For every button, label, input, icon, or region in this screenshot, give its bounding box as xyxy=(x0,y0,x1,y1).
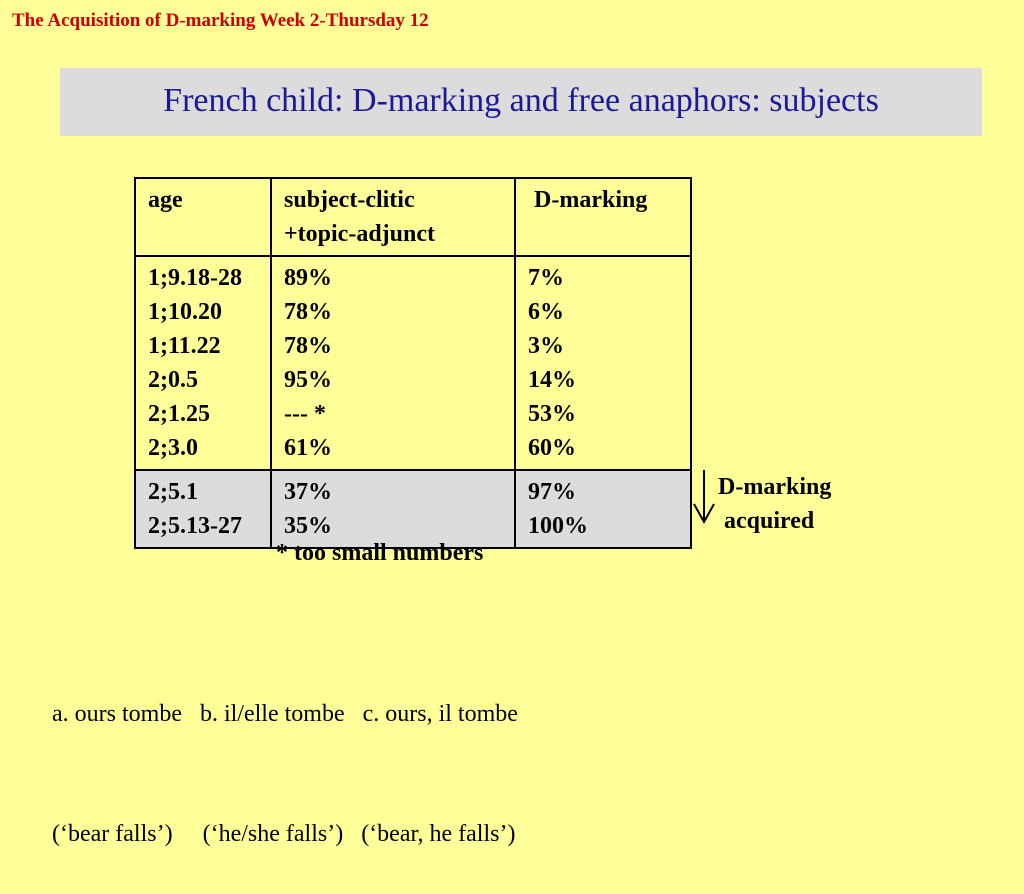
dmarking-value: 7% xyxy=(528,265,564,291)
age-value: 1;9.18-28 xyxy=(148,265,242,291)
slide-header: The Acquisition of D-marking Week 2-Thursday 12 xyxy=(12,10,429,31)
table-row-group1 xyxy=(135,256,691,470)
subject-value: 35% xyxy=(284,513,332,539)
table-header-row xyxy=(135,178,691,256)
subject-value: 78% xyxy=(284,299,332,325)
dmarking-value: 60% xyxy=(528,435,576,461)
group2-subject-cell xyxy=(271,470,515,548)
dmarking-value: 14% xyxy=(528,367,576,393)
header-dmarking xyxy=(515,178,691,256)
header-age xyxy=(135,178,271,256)
example-sentences xyxy=(52,614,518,894)
examples-line2: (‘bear falls’) (‘he/she falls’) (‘bear, he falls’) xyxy=(52,821,516,847)
age-value: 2;5.13-27 xyxy=(148,513,242,539)
header-subject-line1: subject-clitic xyxy=(284,187,415,213)
dmarking-value: 53% xyxy=(528,401,576,427)
age-value: 1;10.20 xyxy=(148,299,222,325)
group2-dmarking-cell xyxy=(515,470,691,548)
acquisition-annotation xyxy=(718,470,831,538)
subject-value: 89% xyxy=(284,265,332,291)
down-arrow-icon xyxy=(692,468,716,524)
title-banner xyxy=(60,68,982,136)
header-age-label: age xyxy=(148,187,183,213)
data-table xyxy=(134,177,692,549)
group1-age-cell xyxy=(135,256,271,470)
slide-title: French child: D-marking and free anaphors: subjects xyxy=(163,82,879,119)
subject-value: 37% xyxy=(284,479,332,505)
header-dmarking-label: D-marking xyxy=(534,187,648,213)
group2-age-cell xyxy=(135,470,271,548)
subject-value: 78% xyxy=(284,333,332,359)
examples-line1: a. ours tombe b. il/elle tombe c. ours, il tombe xyxy=(52,701,518,727)
age-value: 2;3.0 xyxy=(148,435,198,461)
table-footnote: * too small numbers xyxy=(276,540,484,566)
age-value: 1;11.22 xyxy=(148,333,221,359)
dmarking-value: 97% xyxy=(528,479,576,505)
annotation-line2: acquired xyxy=(724,508,815,534)
age-value: 2;1.25 xyxy=(148,401,210,427)
dmarking-value: 3% xyxy=(528,333,564,359)
group1-dmarking-cell xyxy=(515,256,691,470)
annotation-line1: D-marking xyxy=(718,474,832,500)
table-row-group2 xyxy=(135,470,691,548)
dmarking-value: 100% xyxy=(528,513,588,539)
dmarking-value: 6% xyxy=(528,299,564,325)
subject-value: 61% xyxy=(284,435,332,461)
header-subject-line2: +topic-adjunct xyxy=(284,221,436,247)
header-subject xyxy=(271,178,515,256)
subject-value: 95% xyxy=(284,367,332,393)
age-value: 2;0.5 xyxy=(148,367,198,393)
subject-value: --- * xyxy=(284,401,326,427)
age-value: 2;5.1 xyxy=(148,479,198,505)
group1-subject-cell xyxy=(271,256,515,470)
